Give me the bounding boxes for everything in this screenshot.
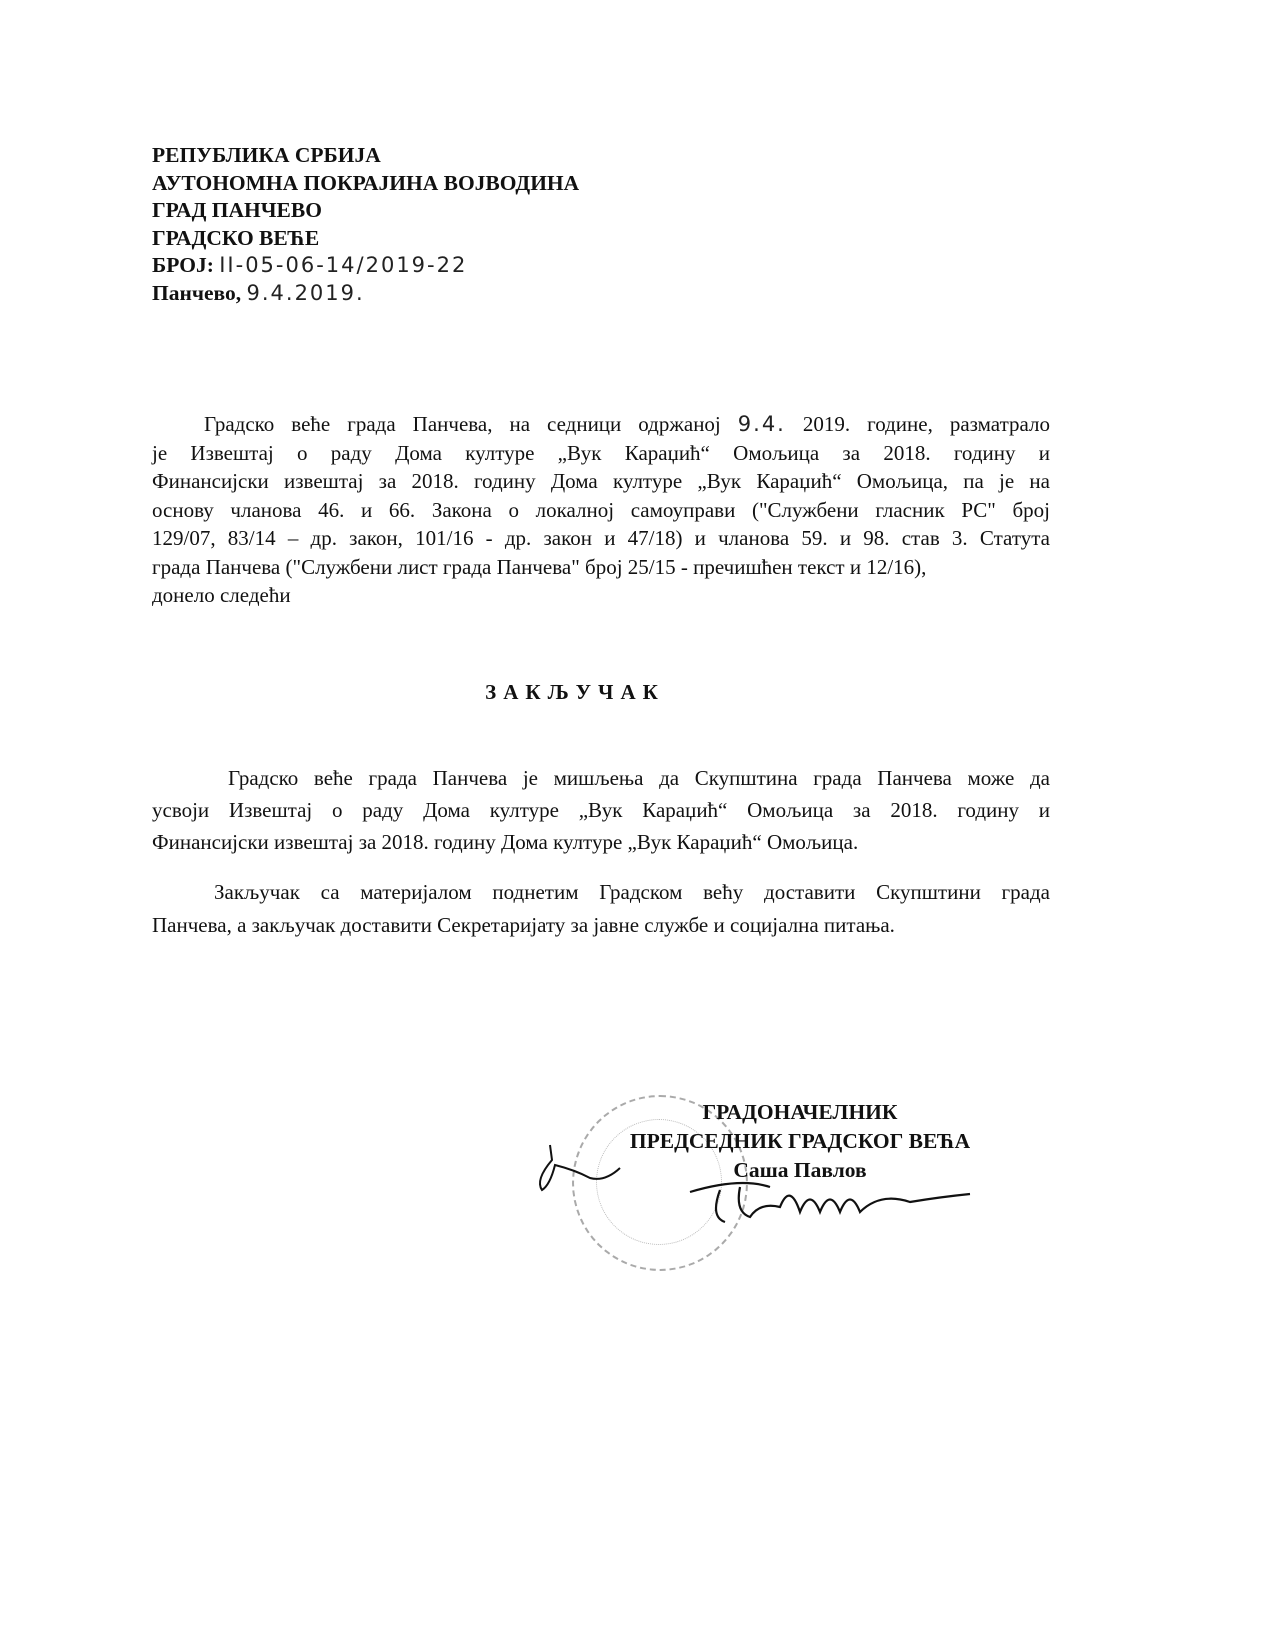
document-date	[152, 280, 579, 308]
conclusion-line: усвоји Извештај о раду Дома културе „Вук Караџић“ Омољица за 2018. годину и	[152, 798, 1050, 822]
delivery-paragraph	[152, 876, 1050, 942]
handwritten-date: 9.4.2019.	[246, 280, 365, 305]
intro-line: основу чланова 46. и 66. Закона о локалној самоуправи ("Службени гласник РС" број	[152, 497, 1050, 522]
document-number	[152, 252, 579, 280]
delivery-line: Панчева, а закључак доставити Секретаријату за јавне службе и социјална питања.	[152, 913, 895, 937]
intro-line: донело следећи	[152, 583, 291, 607]
intro-line: града Панчева ("Службени лист града Панчева" број 25/15 - пречишћен текст и 12/16),	[152, 554, 927, 579]
intro-line: је Извештај о раду Дома културе „Вук Караџић“ Омољица за 2018. годину и	[152, 440, 1050, 465]
signatory-title: ГРАДОНАЧЕЛНИК	[702, 1100, 898, 1124]
handwritten-number: II-05-06-14/2019-22	[219, 253, 468, 277]
document-title: ЗАКЉУЧАК	[485, 680, 665, 704]
handwritten-signature	[680, 1172, 980, 1232]
header-line: РЕПУБЛИКА СРБИЈА	[152, 143, 381, 167]
place-label: Панчево,	[152, 280, 242, 305]
document-header	[152, 142, 579, 307]
signatory-name: Саша Павлов	[733, 1158, 867, 1182]
delivery-line: Закључак са материјалом поднетим Градском већу доставити Скупштини града	[214, 880, 1050, 904]
conclusion-line: Градско веће града Панчева је мишљења да Скупштина града Панчева може да	[228, 766, 1050, 790]
signatory-title: ПРЕДСЕДНИК ГРАДСКОГ ВЕЋА	[629, 1129, 971, 1153]
handwritten-session-date: 9.4.	[737, 412, 786, 436]
intro-line: 129/07, 83/14 – др. закон, 101/16 - др. закон и 47/18) и чланова 59. и 98. став 3. Статута	[152, 526, 1050, 550]
initials-signature	[530, 1140, 630, 1200]
conclusion-paragraph	[152, 762, 1050, 858]
intro-paragraph	[152, 410, 1050, 610]
header-line: ГРАДСКО ВЕЋЕ	[152, 225, 320, 250]
intro-line: Финансијски извештај за 2018. годину Дома културе „Вук Караџић“ Омољица, па је на	[152, 469, 1050, 493]
header-line: ГРАД ПАНЧЕВО	[152, 198, 322, 222]
number-label: БРОЈ:	[152, 253, 214, 277]
header-line: АУТОНОМНА ПОКРАЈИНА ВОЈВОДИНА	[152, 170, 580, 195]
intro-line-1: Градско веће града Панчева, на седници одржаној 9.4. 2019. године, разматрало	[204, 412, 1050, 436]
conclusion-line: Финансијски извештај за 2018. годину Дома културе „Вук Караџић“ Омољица.	[152, 830, 859, 854]
